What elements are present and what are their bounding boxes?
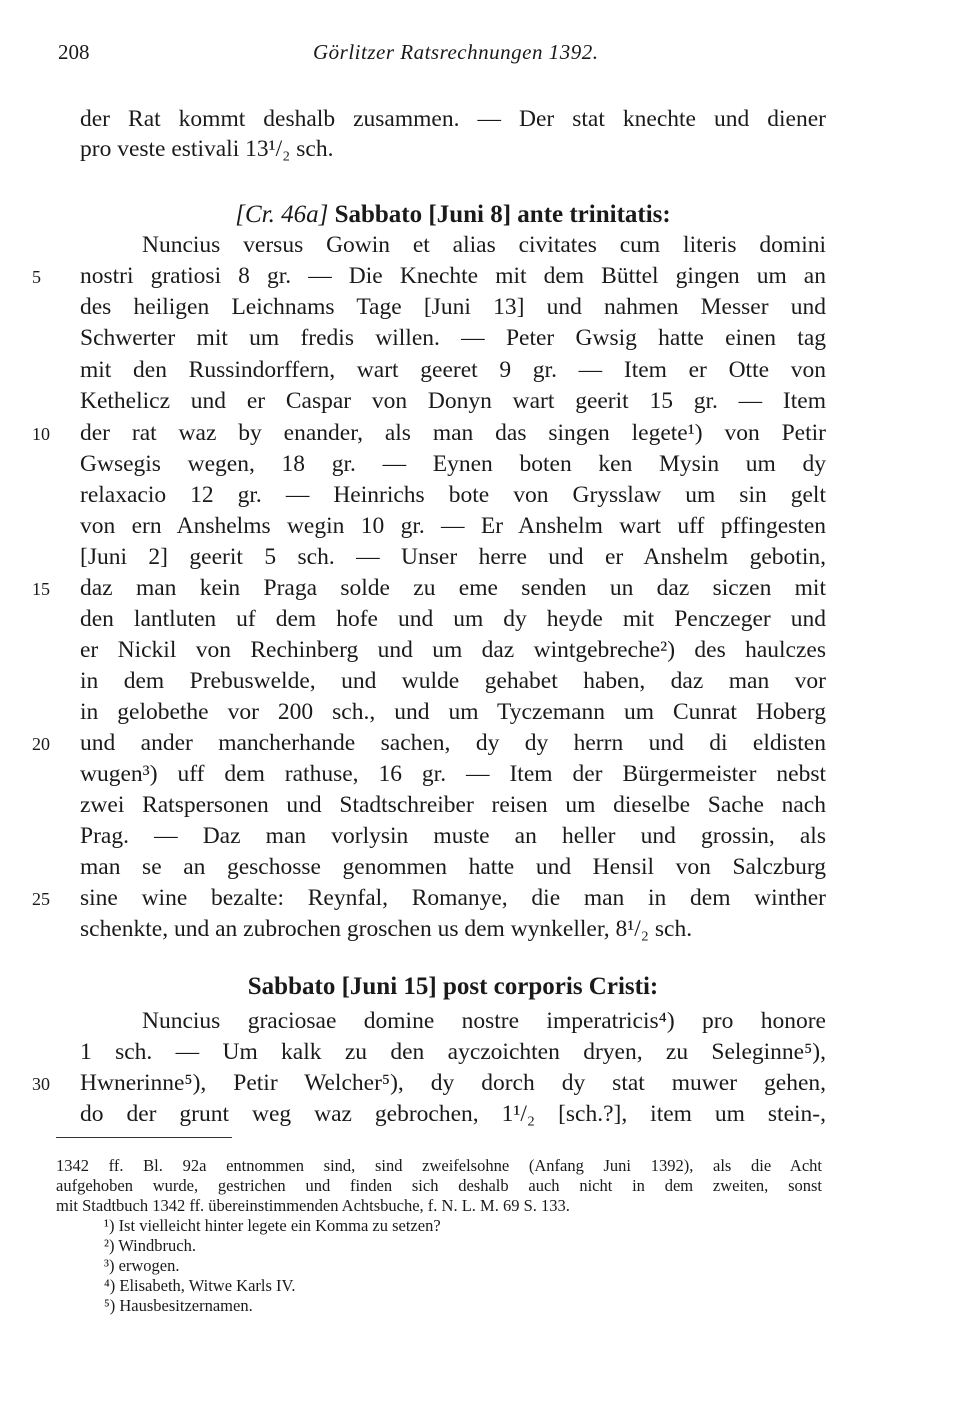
section-heading [80, 200, 826, 230]
text-line: den lantluten uf dem hofe und um dy heyde mit Penczeger und [80, 606, 826, 632]
text-line: der rat waz by enander, als man das singen legete¹) von Petir [80, 420, 826, 446]
cross-reference: [Cr. 46a] [235, 201, 329, 228]
text-line: der Rat kommt deshalb zusammen. — Der stat knechte und diener [80, 106, 826, 132]
text-line: und ander mancherhande sachen, dy dy herrn und di eldisten [80, 730, 826, 756]
text-line: Prag. — Daz man vorlysin muste an heller und grossin, als [80, 823, 826, 849]
footnote-line: aufgehoben wurde, gestrichen und finden sich deshalb auch nicht in dem zweiten, sonst [56, 1176, 822, 1195]
text-line: pro veste estivali 13¹/₂ sch. [80, 136, 334, 162]
footnote-line: ⁵) Hausbesitzernamen. [104, 1296, 253, 1315]
text-line: mit den Russindorffern, wart geeret 9 gr. — Item er Otte von [80, 357, 826, 383]
footnote-rule [56, 1137, 232, 1138]
text-line: in dem Prebuswelde, und wulde gehabet haben, daz man vor [80, 668, 826, 694]
text-line: man se an geschosse genommen hatte und Hensil von Salczburg [80, 854, 826, 880]
line-number: 10 [32, 424, 50, 444]
line-number: 5 [32, 267, 41, 287]
line-number: 25 [32, 889, 50, 909]
footnote-line: mit Stadtbuch 1342 ff. übereinstimmenden Achtsbuche, f. N. L. M. 69 S. 133. [56, 1196, 570, 1215]
footnote-line: ¹) Ist vielleicht hinter legete ein Komma zu setzen? [104, 1216, 441, 1235]
text-line: Gwsegis wegen, 18 gr. — Eynen boten ken Mysin um dy [80, 451, 826, 477]
text-line: schenkte, und an zubrochen groschen us dem wynkeller, 8¹/₂ sch. [80, 916, 693, 942]
text-line: er Nickil von Rechinberg und um daz wintgebreche²) des haulczes [80, 637, 826, 663]
text-line: Kethelicz und er Caspar von Donyn wart geerit 15 gr. — Item [80, 388, 826, 414]
running-title: Görlitzer Ratsrechnungen 1392. [313, 40, 599, 64]
footnote-line: 1342 ff. Bl. 92a entnommen sind, sind zweifelsohne (Anfang Juni 1392), als die Acht [56, 1156, 822, 1175]
text-line: daz man kein Praga solde zu eme senden un daz siczen mit [80, 575, 826, 601]
page-number: 208 [58, 40, 90, 64]
section-heading [80, 972, 826, 1002]
text-line: do der grunt weg waz gebrochen, 1¹/₂ [sch.?], item um stein-, [80, 1101, 826, 1127]
footnote-line: ⁴) Elisabeth, Witwe Karls IV. [104, 1276, 296, 1295]
line-number: 30 [32, 1074, 50, 1094]
footnote-line: ²) Windbruch. [104, 1236, 196, 1255]
text-line: 1 sch. — Um kalk zu den ayczoichten dryen, zu Seleginne⁵), [80, 1039, 826, 1065]
text-line: Nuncius graciosae domine nostre imperatricis⁴) pro honore [142, 1008, 826, 1034]
text-line: zwei Ratspersonen und Stadtschreiber reisen um dieselbe Sache nach [80, 792, 826, 818]
text-line: Schwerter mit um fredis willen. — Peter Gwsig hatte einen tag [80, 325, 826, 351]
text-line: des heiligen Leichnams Tage [Juni 13] und nahmen Messer und [80, 294, 826, 320]
line-number: 15 [32, 579, 50, 599]
text-line: sine wine bezalte: Reynfal, Romanye, die man in dem winther [80, 885, 826, 911]
text-line: nostri gratiosi 8 gr. — Die Knechte mit dem Büttel gingen um an [80, 263, 826, 289]
text-line: relaxacio 12 gr. — Heinrichs bote von Grysslaw um sin gelt [80, 482, 826, 508]
footnote-line: ³) erwogen. [104, 1256, 180, 1275]
text-line: wugen³) uff dem rathuse, 16 gr. — Item der Bürgermeister nebst [80, 761, 826, 787]
heading-text: Sabbato [Juni 8] ante trinitatis: [334, 201, 671, 228]
line-number: 20 [32, 734, 50, 754]
text-line: in gelobethe vor 200 sch., und um Tyczemann um Cunrat Hoberg [80, 699, 826, 725]
text-line: von ern Anshelms wegin 10 gr. — Er Anshelm wart uff pffingesten [80, 513, 826, 539]
text-line: Nuncius versus Gowin et alias civitates cum literis domini [142, 232, 826, 258]
heading-text: Sabbato [Juni 15] post corporis Cristi: [247, 973, 659, 1000]
text-line: Hwnerinne⁵), Petir Welcher⁵), dy dorch dy stat muwer gehen, [80, 1070, 826, 1096]
text-line: [Juni 2] geerit 5 sch. — Unser herre und er Anshelm gebotin, [80, 544, 826, 570]
page-header [58, 40, 828, 76]
